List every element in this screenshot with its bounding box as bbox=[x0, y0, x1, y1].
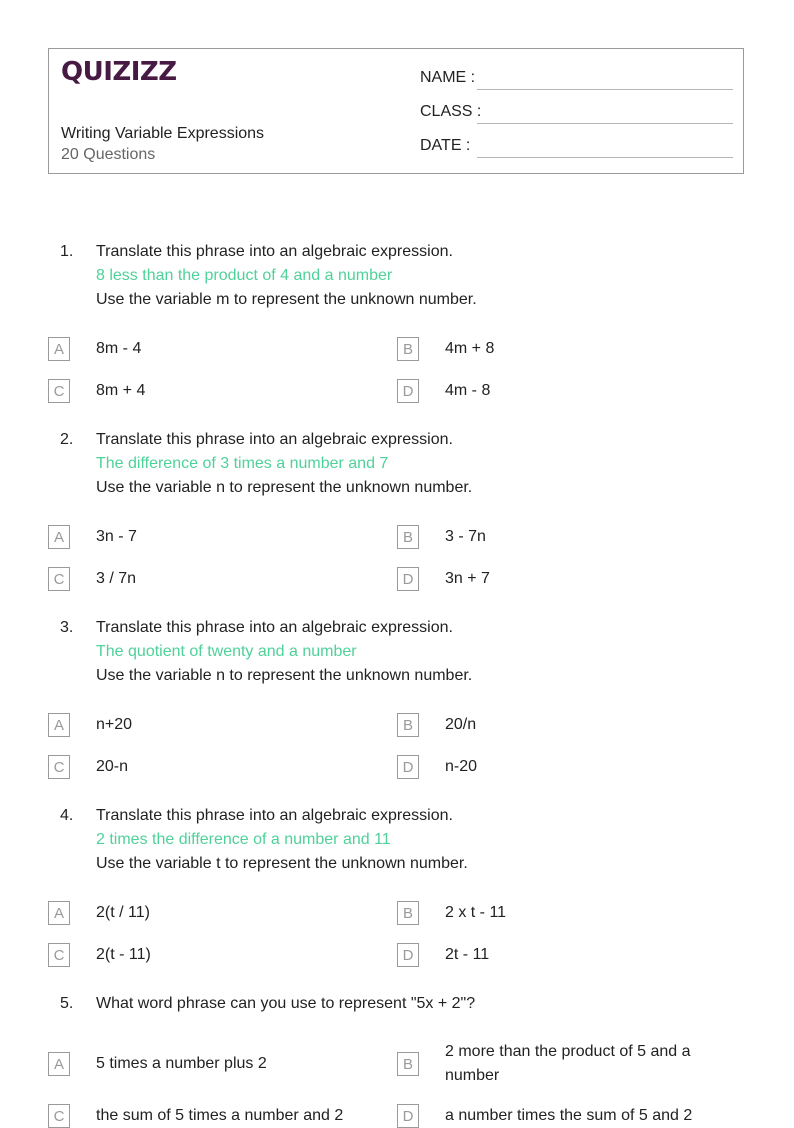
question-instruction: Use the variable t to represent the unknown number. bbox=[96, 855, 468, 872]
option-b-box[interactable]: B bbox=[397, 525, 419, 549]
option-c-text: the sum of 5 times a number and 2 bbox=[96, 1107, 344, 1124]
option-a-box[interactable]: A bbox=[48, 337, 70, 361]
option-b-text: 3 - 7n bbox=[445, 528, 486, 545]
question-prompt: Translate this phrase into an algebraic expression. bbox=[96, 807, 453, 824]
option-b-box[interactable]: B bbox=[397, 1052, 419, 1076]
option-d-box[interactable]: D bbox=[397, 379, 419, 403]
question-instruction: Use the variable n to represent the unknown number. bbox=[96, 667, 473, 684]
option-d-box[interactable]: D bbox=[397, 1104, 419, 1128]
option-b-text: 20/n bbox=[445, 716, 477, 733]
question-phrase: The quotient of twenty and a number bbox=[96, 643, 357, 660]
class-field-line[interactable] bbox=[477, 123, 733, 124]
date-label: DATE : bbox=[420, 137, 471, 154]
option-c-text: 8m + 4 bbox=[96, 382, 146, 399]
option-a-text: 5 times a number plus 2 bbox=[96, 1055, 267, 1072]
question-instruction: Use the variable n to represent the unknown number. bbox=[96, 479, 473, 496]
option-d-text: a number times the sum of 5 and 2 bbox=[445, 1107, 693, 1124]
question-number: 3. bbox=[60, 619, 74, 636]
option-a-box[interactable]: A bbox=[48, 1052, 70, 1076]
question-prompt: Translate this phrase into an algebraic expression. bbox=[96, 619, 453, 636]
option-c-text: 3 / 7n bbox=[96, 570, 137, 587]
option-a-box[interactable]: A bbox=[48, 525, 70, 549]
question-number: 4. bbox=[60, 807, 74, 824]
option-d-box[interactable]: D bbox=[397, 567, 419, 591]
option-b-text: 2 x t - 11 bbox=[445, 904, 507, 921]
question-phrase: 8 less than the product of 4 and a number bbox=[96, 267, 393, 284]
option-b-text: 2 more than the product of 5 and a number bbox=[445, 1043, 691, 1084]
question-phrase: 2 times the difference of a number and 11 bbox=[96, 831, 391, 848]
option-a-text: 3n - 7 bbox=[96, 528, 137, 545]
question-instruction: Use the variable m to represent the unknown number. bbox=[96, 291, 477, 308]
option-b-box[interactable]: B bbox=[397, 337, 419, 361]
question-number: 2. bbox=[60, 431, 74, 448]
date-field-line[interactable] bbox=[477, 157, 733, 158]
option-b-box[interactable]: B bbox=[397, 901, 419, 925]
option-a-text: 2(t / 11) bbox=[96, 904, 150, 921]
question-count: 20 Questions bbox=[61, 146, 156, 163]
option-a-text: 8m - 4 bbox=[96, 340, 142, 357]
worksheet-header bbox=[48, 48, 744, 174]
option-a-box[interactable]: A bbox=[48, 713, 70, 737]
option-a-box[interactable]: A bbox=[48, 901, 70, 925]
option-c-box[interactable]: C bbox=[48, 567, 70, 591]
question-number: 5. bbox=[60, 995, 74, 1012]
option-c-box[interactable]: C bbox=[48, 943, 70, 967]
question-prompt: Translate this phrase into an algebraic expression. bbox=[96, 431, 453, 448]
option-d-box[interactable]: D bbox=[397, 755, 419, 779]
option-d-text: 4m - 8 bbox=[445, 382, 491, 399]
name-field-line[interactable] bbox=[477, 89, 733, 90]
option-d-box[interactable]: D bbox=[397, 943, 419, 967]
option-d-text: 2t - 11 bbox=[445, 946, 490, 963]
name-label: NAME : bbox=[420, 69, 476, 86]
question-prompt: What word phrase can you use to represent "5x + 2"? bbox=[96, 995, 476, 1012]
option-c-box[interactable]: C bbox=[48, 755, 70, 779]
option-c-box[interactable]: C bbox=[48, 1104, 70, 1128]
question-prompt: Translate this phrase into an algebraic expression. bbox=[96, 243, 453, 260]
option-b-box[interactable]: B bbox=[397, 713, 419, 737]
option-d-text: n-20 bbox=[445, 758, 478, 775]
option-b-text: 4m + 8 bbox=[445, 340, 495, 357]
option-c-text: 20-n bbox=[96, 758, 129, 775]
option-a-text: n+20 bbox=[96, 716, 133, 733]
question-phrase: The difference of 3 times a number and 7 bbox=[96, 455, 389, 472]
quizizz-logo: QUIZIZZ bbox=[61, 57, 177, 87]
option-c-text: 2(t - 11) bbox=[96, 946, 151, 963]
option-d-text: 3n + 7 bbox=[445, 570, 490, 587]
class-label: CLASS : bbox=[420, 103, 482, 120]
question-number: 1. bbox=[60, 243, 74, 260]
option-c-box[interactable]: C bbox=[48, 379, 70, 403]
worksheet-title: Writing Variable Expressions bbox=[61, 125, 265, 142]
